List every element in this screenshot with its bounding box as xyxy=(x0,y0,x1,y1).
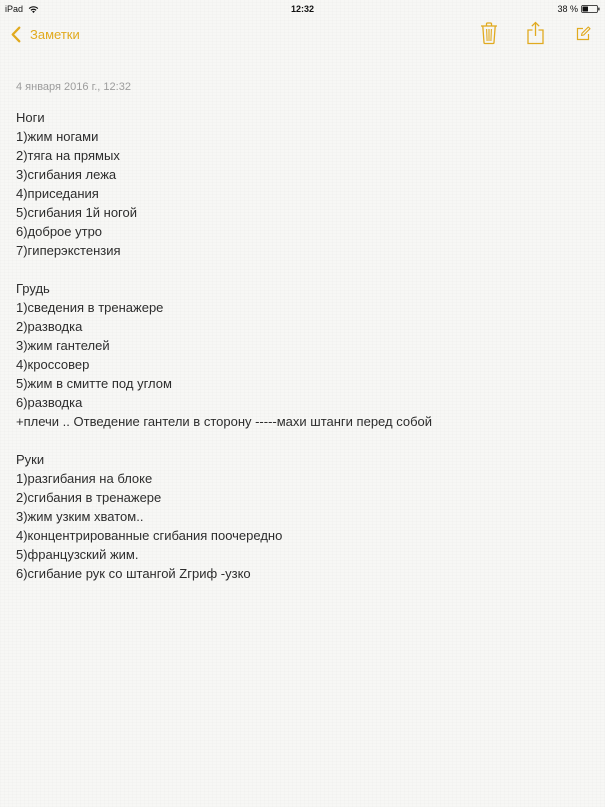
note-line: 7)гиперэкстензия xyxy=(16,243,121,258)
share-icon[interactable] xyxy=(526,21,545,45)
note-line: 3)сгибания лежа xyxy=(16,167,117,182)
note-line: 6)сгибание рук со штангой Zгриф -узко xyxy=(16,566,251,581)
note-line: 1)жим ногами xyxy=(16,129,99,144)
note-line: 6)доброе утро xyxy=(16,224,103,239)
note-line: Грудь xyxy=(16,281,50,296)
note-line: +плечи .. Отведение гантели в сторону -----махи штанги перед собой xyxy=(16,414,433,429)
note-line: 4)приседания xyxy=(16,186,99,201)
back-button[interactable] xyxy=(10,23,80,45)
status-bar xyxy=(0,0,605,18)
note-line: 2)тяга на прямых xyxy=(16,148,120,163)
chevron-left-icon xyxy=(10,26,22,43)
note-line: 3)жим узким хватом.. xyxy=(16,509,144,524)
note-body[interactable] xyxy=(16,108,586,583)
note-line: 5)сгибания 1й ногой xyxy=(16,205,137,220)
trash-icon[interactable] xyxy=(480,21,498,45)
battery-percent: 38 % xyxy=(557,4,578,14)
note-line: Ноги xyxy=(16,110,45,125)
note-line: 5)французский жим. xyxy=(16,547,139,562)
note-line: 5)жим в смитте под углом xyxy=(16,376,172,391)
device-name: iPad xyxy=(5,4,24,14)
note-line: 4)кроссовер xyxy=(16,357,90,372)
note-line: 4)концентрированные сгибания поочередно xyxy=(16,528,283,543)
note-line: 6)разводка xyxy=(16,395,83,410)
compose-icon[interactable] xyxy=(576,26,591,41)
note-line: 2)разводка xyxy=(16,319,83,334)
note-line: 2)сгибания в тренажере xyxy=(16,490,162,505)
note-line xyxy=(16,431,586,450)
back-label: Заметки xyxy=(30,26,80,42)
note-line: 3)жим гантелей xyxy=(16,338,110,353)
note-line: Руки xyxy=(16,452,45,467)
status-time: 12:32 xyxy=(290,4,315,14)
nav-bar xyxy=(0,18,605,50)
note-line: 1)сведения в тренажере xyxy=(16,300,164,315)
note-line: 1)разгибания на блоке xyxy=(16,471,153,486)
status-right xyxy=(557,4,600,14)
note-date: 4 января 2016 г., 12:32 xyxy=(16,81,131,93)
note-line xyxy=(16,260,586,279)
battery-icon xyxy=(581,5,600,13)
